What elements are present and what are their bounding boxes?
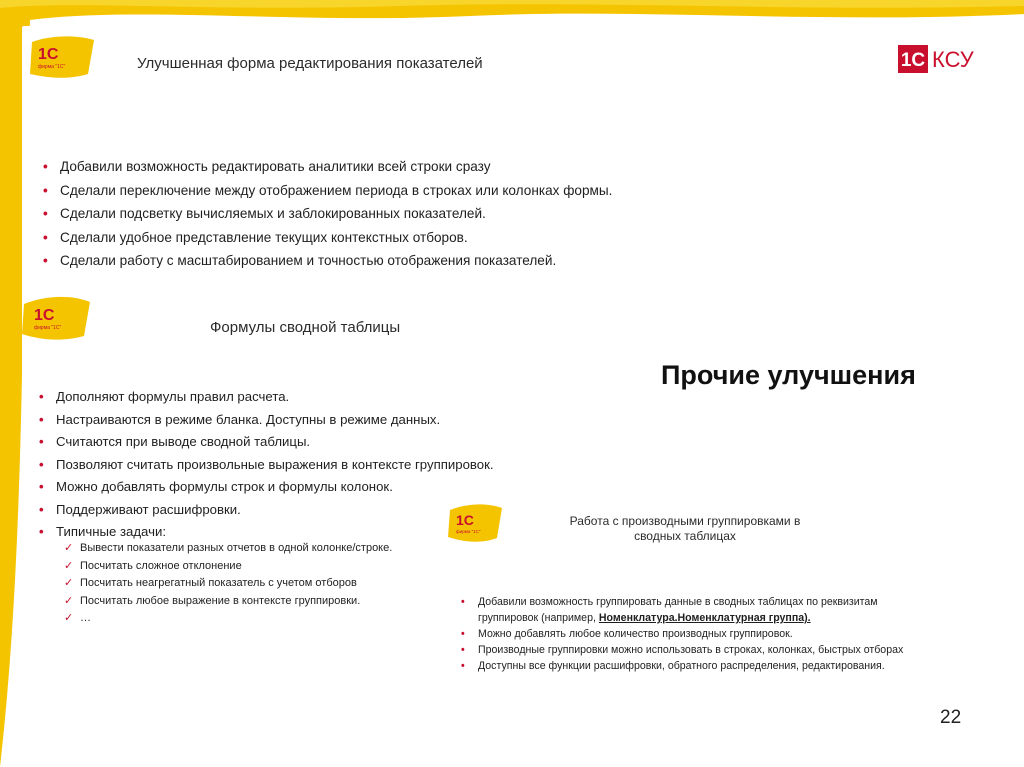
company-logo — [898, 45, 990, 73]
svg-text:фирма "1С": фирма "1С" — [38, 64, 66, 70]
svg-text:1С: 1С — [456, 512, 474, 528]
list-item: • Можно добавлять формулы строк и формулы колонок. — [36, 476, 596, 499]
list-item: • Сделали подсветку вычисляемых и заблокированных показателей. — [40, 202, 760, 226]
list-item: • Сделали работу с масштабированием и точностью отображения показателей. — [40, 249, 760, 273]
svg-text:фирма "1С": фирма "1С" — [34, 325, 62, 331]
list-item: • Поддерживают расшифровки. — [36, 499, 596, 522]
list-item: • Настраиваются в режиме бланка. Доступны в режиме данных. — [36, 409, 596, 432]
slide-heading: Прочие улучшения — [661, 360, 916, 390]
section1-badge-icon — [28, 34, 98, 80]
list-item: ✓ Посчитать любое выражение в контексте группировки. — [62, 593, 442, 611]
section3-badge-icon — [447, 502, 505, 544]
svg-text:КСУ: КСУ — [932, 47, 974, 72]
section1-title: Улучшенная форма редактирования показателей — [137, 55, 483, 72]
section2-subtasks-list — [62, 540, 442, 628]
section3-title: Работа с производными группировками в сводных таблицах — [569, 514, 801, 543]
list-item: • Сделали удобное представление текущих контекстных отборов. — [40, 226, 760, 250]
list-item: ✓ Посчитать неагрегатный показатель с учетом отборов — [62, 575, 442, 593]
list-item: • Считаются при выводе сводной таблицы. — [36, 431, 596, 454]
list-item: • Позволяют считать произвольные выражения в контексте группировок. — [36, 454, 596, 477]
list-item: ✓ Посчитать сложное отклонение — [62, 558, 442, 576]
page-number: 22 — [940, 707, 962, 728]
list-item: • Сделали переключение между отображением периода в строках или колонках формы. — [40, 179, 760, 203]
svg-text:1С: 1С — [38, 46, 59, 63]
list-item: • Дополняют формулы правил расчета. — [36, 386, 596, 409]
list-item: • Типичные задачи: — [36, 521, 596, 544]
section1-list — [40, 155, 760, 273]
section2-badge-icon — [22, 294, 92, 342]
list-item: • Можно добавлять любое количество производных группировок. — [458, 626, 978, 642]
list-item: ✓ Вывести показатели разных отчетов в одной колонке/строке. — [62, 540, 442, 558]
section2-title: Формулы сводной таблицы — [210, 319, 401, 336]
list-item: • Производные группировки можно использовать в строках, колонках, быстрых отборах — [458, 642, 978, 658]
section3-list — [458, 594, 978, 674]
list-item: ✓ … — [62, 610, 442, 628]
list-item: • Доступны все функции расшифровки, обратного распределения, редактирования. — [458, 658, 978, 674]
list-item: • Добавили возможность группировать данные в сводных таблицах по реквизитам группировок (например, Номенклатура.Номенклатурная группа). — [458, 594, 978, 626]
svg-text:1С: 1С — [34, 307, 55, 324]
svg-text:фирма "1С": фирма "1С" — [456, 529, 481, 534]
list-item: • Добавили возможность редактировать аналитики всей строки сразу — [40, 155, 760, 179]
svg-text:1С: 1С — [900, 50, 926, 71]
